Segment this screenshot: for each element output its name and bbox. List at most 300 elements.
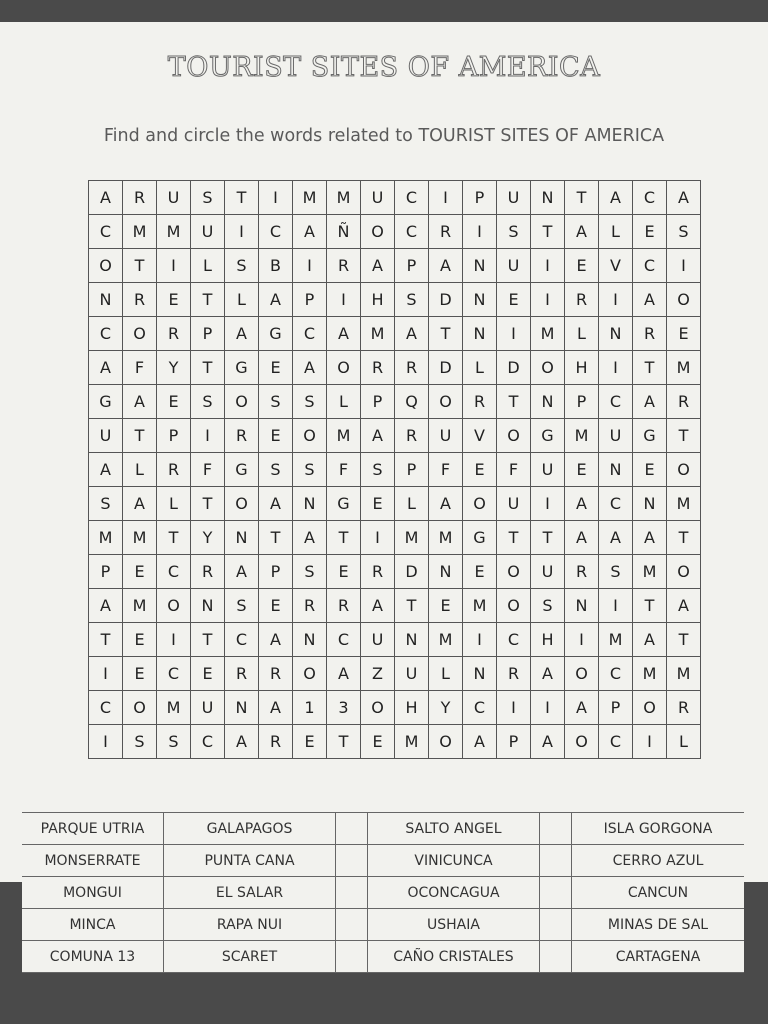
grid-cell[interactable]: C [293, 317, 327, 351]
grid-cell[interactable]: A [361, 249, 395, 283]
grid-cell[interactable]: R [157, 453, 191, 487]
grid-cell[interactable]: O [225, 487, 259, 521]
grid-cell[interactable]: L [191, 249, 225, 283]
grid-cell[interactable]: S [123, 725, 157, 759]
grid-cell[interactable]: M [531, 317, 565, 351]
grid-cell[interactable]: M [327, 181, 361, 215]
grid-cell[interactable]: S [191, 181, 225, 215]
grid-cell[interactable]: L [565, 317, 599, 351]
grid-cell[interactable]: I [429, 181, 463, 215]
grid-cell[interactable]: T [667, 521, 701, 555]
grid-cell[interactable]: A [259, 487, 293, 521]
grid-cell[interactable]: T [327, 521, 361, 555]
grid-cell[interactable]: E [259, 589, 293, 623]
grid-cell[interactable]: T [157, 521, 191, 555]
grid-cell[interactable]: S [225, 249, 259, 283]
grid-cell[interactable]: G [225, 453, 259, 487]
grid-cell[interactable]: E [429, 589, 463, 623]
grid-cell[interactable]: N [225, 691, 259, 725]
grid-cell[interactable]: E [327, 555, 361, 589]
grid-cell[interactable]: I [633, 725, 667, 759]
grid-cell[interactable]: M [429, 521, 463, 555]
grid-cell[interactable]: T [191, 623, 225, 657]
grid-cell[interactable]: A [293, 521, 327, 555]
grid-cell[interactable]: R [497, 657, 531, 691]
grid-cell[interactable]: R [463, 385, 497, 419]
grid-cell[interactable]: I [157, 249, 191, 283]
grid-cell[interactable]: R [667, 691, 701, 725]
grid-cell[interactable]: N [565, 589, 599, 623]
grid-cell[interactable]: M [123, 521, 157, 555]
grid-cell[interactable]: U [157, 181, 191, 215]
grid-cell[interactable]: M [395, 725, 429, 759]
grid-cell[interactable]: H [361, 283, 395, 317]
grid-cell[interactable]: C [395, 181, 429, 215]
grid-cell[interactable]: O [225, 385, 259, 419]
grid-cell[interactable]: O [123, 317, 157, 351]
grid-cell[interactable]: M [429, 623, 463, 657]
grid-cell[interactable]: C [225, 623, 259, 657]
grid-cell[interactable]: A [565, 487, 599, 521]
grid-cell[interactable]: H [395, 691, 429, 725]
grid-cell[interactable]: I [89, 657, 123, 691]
grid-cell[interactable]: N [191, 589, 225, 623]
grid-cell[interactable]: P [89, 555, 123, 589]
grid-cell[interactable]: M [667, 351, 701, 385]
grid-cell[interactable]: V [599, 249, 633, 283]
grid-cell[interactable]: P [395, 453, 429, 487]
grid-cell[interactable]: C [497, 623, 531, 657]
grid-cell[interactable]: I [89, 725, 123, 759]
grid-cell[interactable]: N [293, 623, 327, 657]
grid-cell[interactable]: 3 [327, 691, 361, 725]
grid-cell[interactable]: A [633, 521, 667, 555]
grid-cell[interactable]: I [361, 521, 395, 555]
grid-cell[interactable]: U [531, 555, 565, 589]
grid-cell[interactable]: I [531, 249, 565, 283]
grid-cell[interactable]: R [395, 351, 429, 385]
grid-cell[interactable]: L [599, 215, 633, 249]
grid-cell[interactable]: A [633, 283, 667, 317]
grid-cell[interactable]: E [361, 487, 395, 521]
grid-cell[interactable]: E [259, 351, 293, 385]
grid-cell[interactable]: A [89, 589, 123, 623]
grid-cell[interactable]: E [259, 419, 293, 453]
grid-cell[interactable]: O [123, 691, 157, 725]
grid-cell[interactable]: T [633, 589, 667, 623]
grid-cell[interactable]: A [531, 657, 565, 691]
grid-cell[interactable]: T [89, 623, 123, 657]
grid-cell[interactable]: I [463, 623, 497, 657]
grid-cell[interactable]: P [395, 249, 429, 283]
grid-cell[interactable]: A [361, 589, 395, 623]
grid-cell[interactable]: T [497, 521, 531, 555]
grid-cell[interactable]: S [361, 453, 395, 487]
grid-cell[interactable]: A [89, 453, 123, 487]
grid-cell[interactable]: T [565, 181, 599, 215]
grid-cell[interactable]: U [497, 249, 531, 283]
grid-cell[interactable]: P [463, 181, 497, 215]
grid-cell[interactable]: I [531, 283, 565, 317]
grid-cell[interactable]: S [157, 725, 191, 759]
grid-cell[interactable]: A [429, 487, 463, 521]
grid-cell[interactable]: O [667, 555, 701, 589]
grid-cell[interactable]: M [327, 419, 361, 453]
grid-cell[interactable]: N [293, 487, 327, 521]
grid-cell[interactable]: U [361, 181, 395, 215]
grid-cell[interactable]: T [667, 419, 701, 453]
grid-cell[interactable]: I [327, 283, 361, 317]
grid-cell[interactable]: E [293, 725, 327, 759]
grid-cell[interactable]: E [361, 725, 395, 759]
grid-cell[interactable]: D [497, 351, 531, 385]
grid-cell[interactable]: M [633, 657, 667, 691]
grid-cell[interactable]: A [327, 317, 361, 351]
grid-cell[interactable]: A [327, 657, 361, 691]
grid-cell[interactable]: G [259, 317, 293, 351]
grid-cell[interactable]: R [293, 589, 327, 623]
grid-cell[interactable]: N [599, 317, 633, 351]
grid-cell[interactable]: M [157, 215, 191, 249]
grid-cell[interactable]: Z [361, 657, 395, 691]
grid-cell[interactable]: T [633, 351, 667, 385]
grid-cell[interactable]: A [259, 283, 293, 317]
grid-cell[interactable]: U [531, 453, 565, 487]
grid-cell[interactable]: O [361, 691, 395, 725]
grid-cell[interactable]: C [191, 725, 225, 759]
grid-cell[interactable]: M [667, 487, 701, 521]
grid-cell[interactable]: M [123, 589, 157, 623]
grid-cell[interactable]: T [191, 283, 225, 317]
grid-cell[interactable]: P [497, 725, 531, 759]
grid-cell[interactable]: N [531, 385, 565, 419]
grid-cell[interactable]: A [89, 181, 123, 215]
grid-cell[interactable]: T [667, 623, 701, 657]
grid-cell[interactable]: T [497, 385, 531, 419]
grid-cell[interactable]: A [565, 521, 599, 555]
grid-cell[interactable]: S [293, 385, 327, 419]
grid-cell[interactable]: C [633, 249, 667, 283]
grid-cell[interactable]: H [531, 623, 565, 657]
grid-cell[interactable]: T [429, 317, 463, 351]
grid-cell[interactable]: A [259, 623, 293, 657]
grid-cell[interactable]: E [633, 215, 667, 249]
grid-cell[interactable]: A [361, 419, 395, 453]
grid-cell[interactable]: A [225, 555, 259, 589]
grid-cell[interactable]: O [531, 351, 565, 385]
grid-cell[interactable]: S [89, 487, 123, 521]
grid-cell[interactable]: P [565, 385, 599, 419]
grid-cell[interactable]: P [259, 555, 293, 589]
grid-cell[interactable]: A [395, 317, 429, 351]
grid-cell[interactable]: U [497, 487, 531, 521]
grid-cell[interactable]: C [89, 691, 123, 725]
grid-cell[interactable]: T [191, 487, 225, 521]
grid-cell[interactable]: M [599, 623, 633, 657]
grid-cell[interactable]: F [429, 453, 463, 487]
grid-cell[interactable]: R [123, 283, 157, 317]
grid-cell[interactable]: A [599, 181, 633, 215]
grid-cell[interactable]: O [667, 453, 701, 487]
grid-cell[interactable]: D [429, 283, 463, 317]
grid-cell[interactable]: R [191, 555, 225, 589]
grid-cell[interactable]: L [225, 283, 259, 317]
grid-cell[interactable]: D [429, 351, 463, 385]
grid-cell[interactable]: M [293, 181, 327, 215]
grid-cell[interactable]: O [429, 385, 463, 419]
grid-cell[interactable]: V [463, 419, 497, 453]
grid-cell[interactable]: S [225, 589, 259, 623]
grid-cell[interactable]: L [123, 453, 157, 487]
grid-cell[interactable]: O [157, 589, 191, 623]
grid-cell[interactable]: I [531, 487, 565, 521]
grid-cell[interactable]: I [531, 691, 565, 725]
grid-cell[interactable]: E [565, 453, 599, 487]
grid-cell[interactable]: T [123, 419, 157, 453]
grid-cell[interactable]: O [497, 419, 531, 453]
grid-cell[interactable]: S [191, 385, 225, 419]
grid-cell[interactable]: R [327, 249, 361, 283]
grid-cell[interactable]: L [667, 725, 701, 759]
grid-cell[interactable]: A [123, 487, 157, 521]
grid-cell[interactable]: U [429, 419, 463, 453]
grid-cell[interactable]: Ñ [327, 215, 361, 249]
grid-cell[interactable]: R [429, 215, 463, 249]
grid-cell[interactable]: T [531, 521, 565, 555]
grid-cell[interactable]: A [667, 589, 701, 623]
grid-cell[interactable]: A [633, 385, 667, 419]
grid-cell[interactable]: G [225, 351, 259, 385]
grid-cell[interactable]: I [259, 181, 293, 215]
grid-cell[interactable]: G [327, 487, 361, 521]
grid-cell[interactable]: N [395, 623, 429, 657]
grid-cell[interactable]: I [225, 215, 259, 249]
grid-cell[interactable]: O [497, 589, 531, 623]
grid-cell[interactable]: N [463, 657, 497, 691]
grid-cell[interactable]: T [259, 521, 293, 555]
grid-cell[interactable]: O [565, 725, 599, 759]
grid-cell[interactable]: T [123, 249, 157, 283]
grid-cell[interactable]: M [361, 317, 395, 351]
grid-cell[interactable]: T [327, 725, 361, 759]
grid-cell[interactable]: S [293, 555, 327, 589]
grid-cell[interactable]: N [225, 521, 259, 555]
grid-cell[interactable]: P [361, 385, 395, 419]
grid-cell[interactable]: C [89, 215, 123, 249]
grid-cell[interactable]: O [327, 351, 361, 385]
grid-cell[interactable]: C [599, 487, 633, 521]
grid-cell[interactable]: O [293, 419, 327, 453]
grid-cell[interactable]: O [633, 691, 667, 725]
grid-cell[interactable]: N [599, 453, 633, 487]
grid-cell[interactable]: R [667, 385, 701, 419]
grid-cell[interactable]: U [497, 181, 531, 215]
grid-cell[interactable]: A [123, 385, 157, 419]
grid-cell[interactable]: C [463, 691, 497, 725]
grid-cell[interactable]: C [157, 555, 191, 589]
grid-cell[interactable]: T [531, 215, 565, 249]
grid-cell[interactable]: C [633, 181, 667, 215]
grid-cell[interactable]: S [293, 453, 327, 487]
grid-cell[interactable]: C [395, 215, 429, 249]
grid-cell[interactable]: M [463, 589, 497, 623]
grid-cell[interactable]: C [327, 623, 361, 657]
grid-cell[interactable]: G [463, 521, 497, 555]
grid-cell[interactable]: S [497, 215, 531, 249]
grid-cell[interactable]: R [259, 725, 293, 759]
grid-cell[interactable]: L [157, 487, 191, 521]
grid-cell[interactable]: N [463, 283, 497, 317]
grid-cell[interactable]: O [429, 725, 463, 759]
grid-cell[interactable]: L [395, 487, 429, 521]
grid-cell[interactable]: A [599, 521, 633, 555]
grid-cell[interactable]: U [395, 657, 429, 691]
grid-cell[interactable]: A [633, 623, 667, 657]
grid-cell[interactable]: U [599, 419, 633, 453]
grid-cell[interactable]: Y [157, 351, 191, 385]
grid-cell[interactable]: Y [429, 691, 463, 725]
grid-cell[interactable]: E [157, 283, 191, 317]
grid-cell[interactable]: R [565, 283, 599, 317]
grid-cell[interactable]: P [157, 419, 191, 453]
grid-cell[interactable]: I [157, 623, 191, 657]
grid-cell[interactable]: R [327, 589, 361, 623]
grid-cell[interactable]: A [429, 249, 463, 283]
grid-cell[interactable]: E [123, 555, 157, 589]
grid-cell[interactable]: R [395, 419, 429, 453]
grid-cell[interactable]: O [497, 555, 531, 589]
grid-cell[interactable]: N [633, 487, 667, 521]
grid-cell[interactable]: F [191, 453, 225, 487]
grid-cell[interactable]: H [565, 351, 599, 385]
grid-cell[interactable]: O [667, 283, 701, 317]
grid-cell[interactable]: R [123, 181, 157, 215]
grid-cell[interactable]: O [565, 657, 599, 691]
grid-cell[interactable]: S [599, 555, 633, 589]
grid-cell[interactable]: E [633, 453, 667, 487]
grid-cell[interactable]: L [327, 385, 361, 419]
grid-cell[interactable]: O [293, 657, 327, 691]
grid-cell[interactable]: M [633, 555, 667, 589]
grid-cell[interactable]: S [667, 215, 701, 249]
grid-cell[interactable]: I [463, 215, 497, 249]
grid-cell[interactable]: A [225, 725, 259, 759]
grid-cell[interactable]: S [395, 283, 429, 317]
grid-cell[interactable]: U [191, 215, 225, 249]
grid-cell[interactable]: A [531, 725, 565, 759]
grid-cell[interactable]: A [89, 351, 123, 385]
grid-cell[interactable]: P [191, 317, 225, 351]
grid-cell[interactable]: I [599, 351, 633, 385]
grid-cell[interactable]: F [327, 453, 361, 487]
grid-cell[interactable]: M [395, 521, 429, 555]
grid-cell[interactable]: M [565, 419, 599, 453]
grid-cell[interactable]: T [191, 351, 225, 385]
grid-cell[interactable]: C [89, 317, 123, 351]
grid-cell[interactable]: P [599, 691, 633, 725]
grid-cell[interactable]: L [463, 351, 497, 385]
grid-cell[interactable]: I [599, 283, 633, 317]
grid-cell[interactable]: E [667, 317, 701, 351]
grid-cell[interactable]: N [463, 317, 497, 351]
grid-cell[interactable]: S [259, 385, 293, 419]
grid-cell[interactable]: M [89, 521, 123, 555]
grid-cell[interactable]: A [463, 725, 497, 759]
grid-cell[interactable]: T [225, 181, 259, 215]
grid-cell[interactable]: G [89, 385, 123, 419]
grid-cell[interactable]: R [157, 317, 191, 351]
grid-cell[interactable]: E [565, 249, 599, 283]
grid-cell[interactable]: M [123, 215, 157, 249]
grid-cell[interactable]: N [531, 181, 565, 215]
grid-cell[interactable]: C [599, 657, 633, 691]
grid-cell[interactable]: E [157, 385, 191, 419]
grid-cell[interactable]: E [191, 657, 225, 691]
grid-cell[interactable]: R [225, 657, 259, 691]
grid-cell[interactable]: R [361, 555, 395, 589]
grid-cell[interactable]: B [259, 249, 293, 283]
grid-cell[interactable]: N [89, 283, 123, 317]
grid-cell[interactable]: A [565, 691, 599, 725]
grid-cell[interactable]: E [497, 283, 531, 317]
grid-cell[interactable]: U [89, 419, 123, 453]
grid-cell[interactable]: N [463, 249, 497, 283]
grid-cell[interactable]: C [599, 725, 633, 759]
grid-cell[interactable]: P [293, 283, 327, 317]
grid-cell[interactable]: I [599, 589, 633, 623]
grid-cell[interactable]: I [497, 691, 531, 725]
grid-cell[interactable]: R [633, 317, 667, 351]
grid-cell[interactable]: A [565, 215, 599, 249]
grid-cell[interactable]: Y [191, 521, 225, 555]
grid-cell[interactable]: O [361, 215, 395, 249]
grid-cell[interactable]: I [667, 249, 701, 283]
grid-cell[interactable]: S [259, 453, 293, 487]
grid-cell[interactable]: L [429, 657, 463, 691]
grid-cell[interactable]: I [191, 419, 225, 453]
grid-cell[interactable]: E [463, 453, 497, 487]
grid-cell[interactable]: S [531, 589, 565, 623]
grid-cell[interactable]: 1 [293, 691, 327, 725]
grid-cell[interactable]: C [599, 385, 633, 419]
grid-cell[interactable]: U [191, 691, 225, 725]
grid-cell[interactable]: R [225, 419, 259, 453]
grid-cell[interactable]: A [293, 351, 327, 385]
grid-cell[interactable]: E [123, 657, 157, 691]
grid-cell[interactable]: C [157, 657, 191, 691]
grid-cell[interactable]: Q [395, 385, 429, 419]
grid-cell[interactable]: F [123, 351, 157, 385]
grid-cell[interactable]: D [395, 555, 429, 589]
grid-cell[interactable]: T [395, 589, 429, 623]
grid-cell[interactable]: O [463, 487, 497, 521]
grid-cell[interactable]: A [225, 317, 259, 351]
grid-cell[interactable]: O [89, 249, 123, 283]
grid-cell[interactable]: M [157, 691, 191, 725]
grid-cell[interactable]: N [429, 555, 463, 589]
grid-cell[interactable]: G [531, 419, 565, 453]
grid-cell[interactable]: R [361, 351, 395, 385]
grid-cell[interactable]: C [259, 215, 293, 249]
grid-cell[interactable]: E [123, 623, 157, 657]
grid-cell[interactable]: R [565, 555, 599, 589]
grid-cell[interactable]: I [497, 317, 531, 351]
grid-cell[interactable]: M [667, 657, 701, 691]
grid-cell[interactable]: E [463, 555, 497, 589]
grid-cell[interactable]: I [565, 623, 599, 657]
grid-cell[interactable]: A [667, 181, 701, 215]
grid-cell[interactable]: G [633, 419, 667, 453]
